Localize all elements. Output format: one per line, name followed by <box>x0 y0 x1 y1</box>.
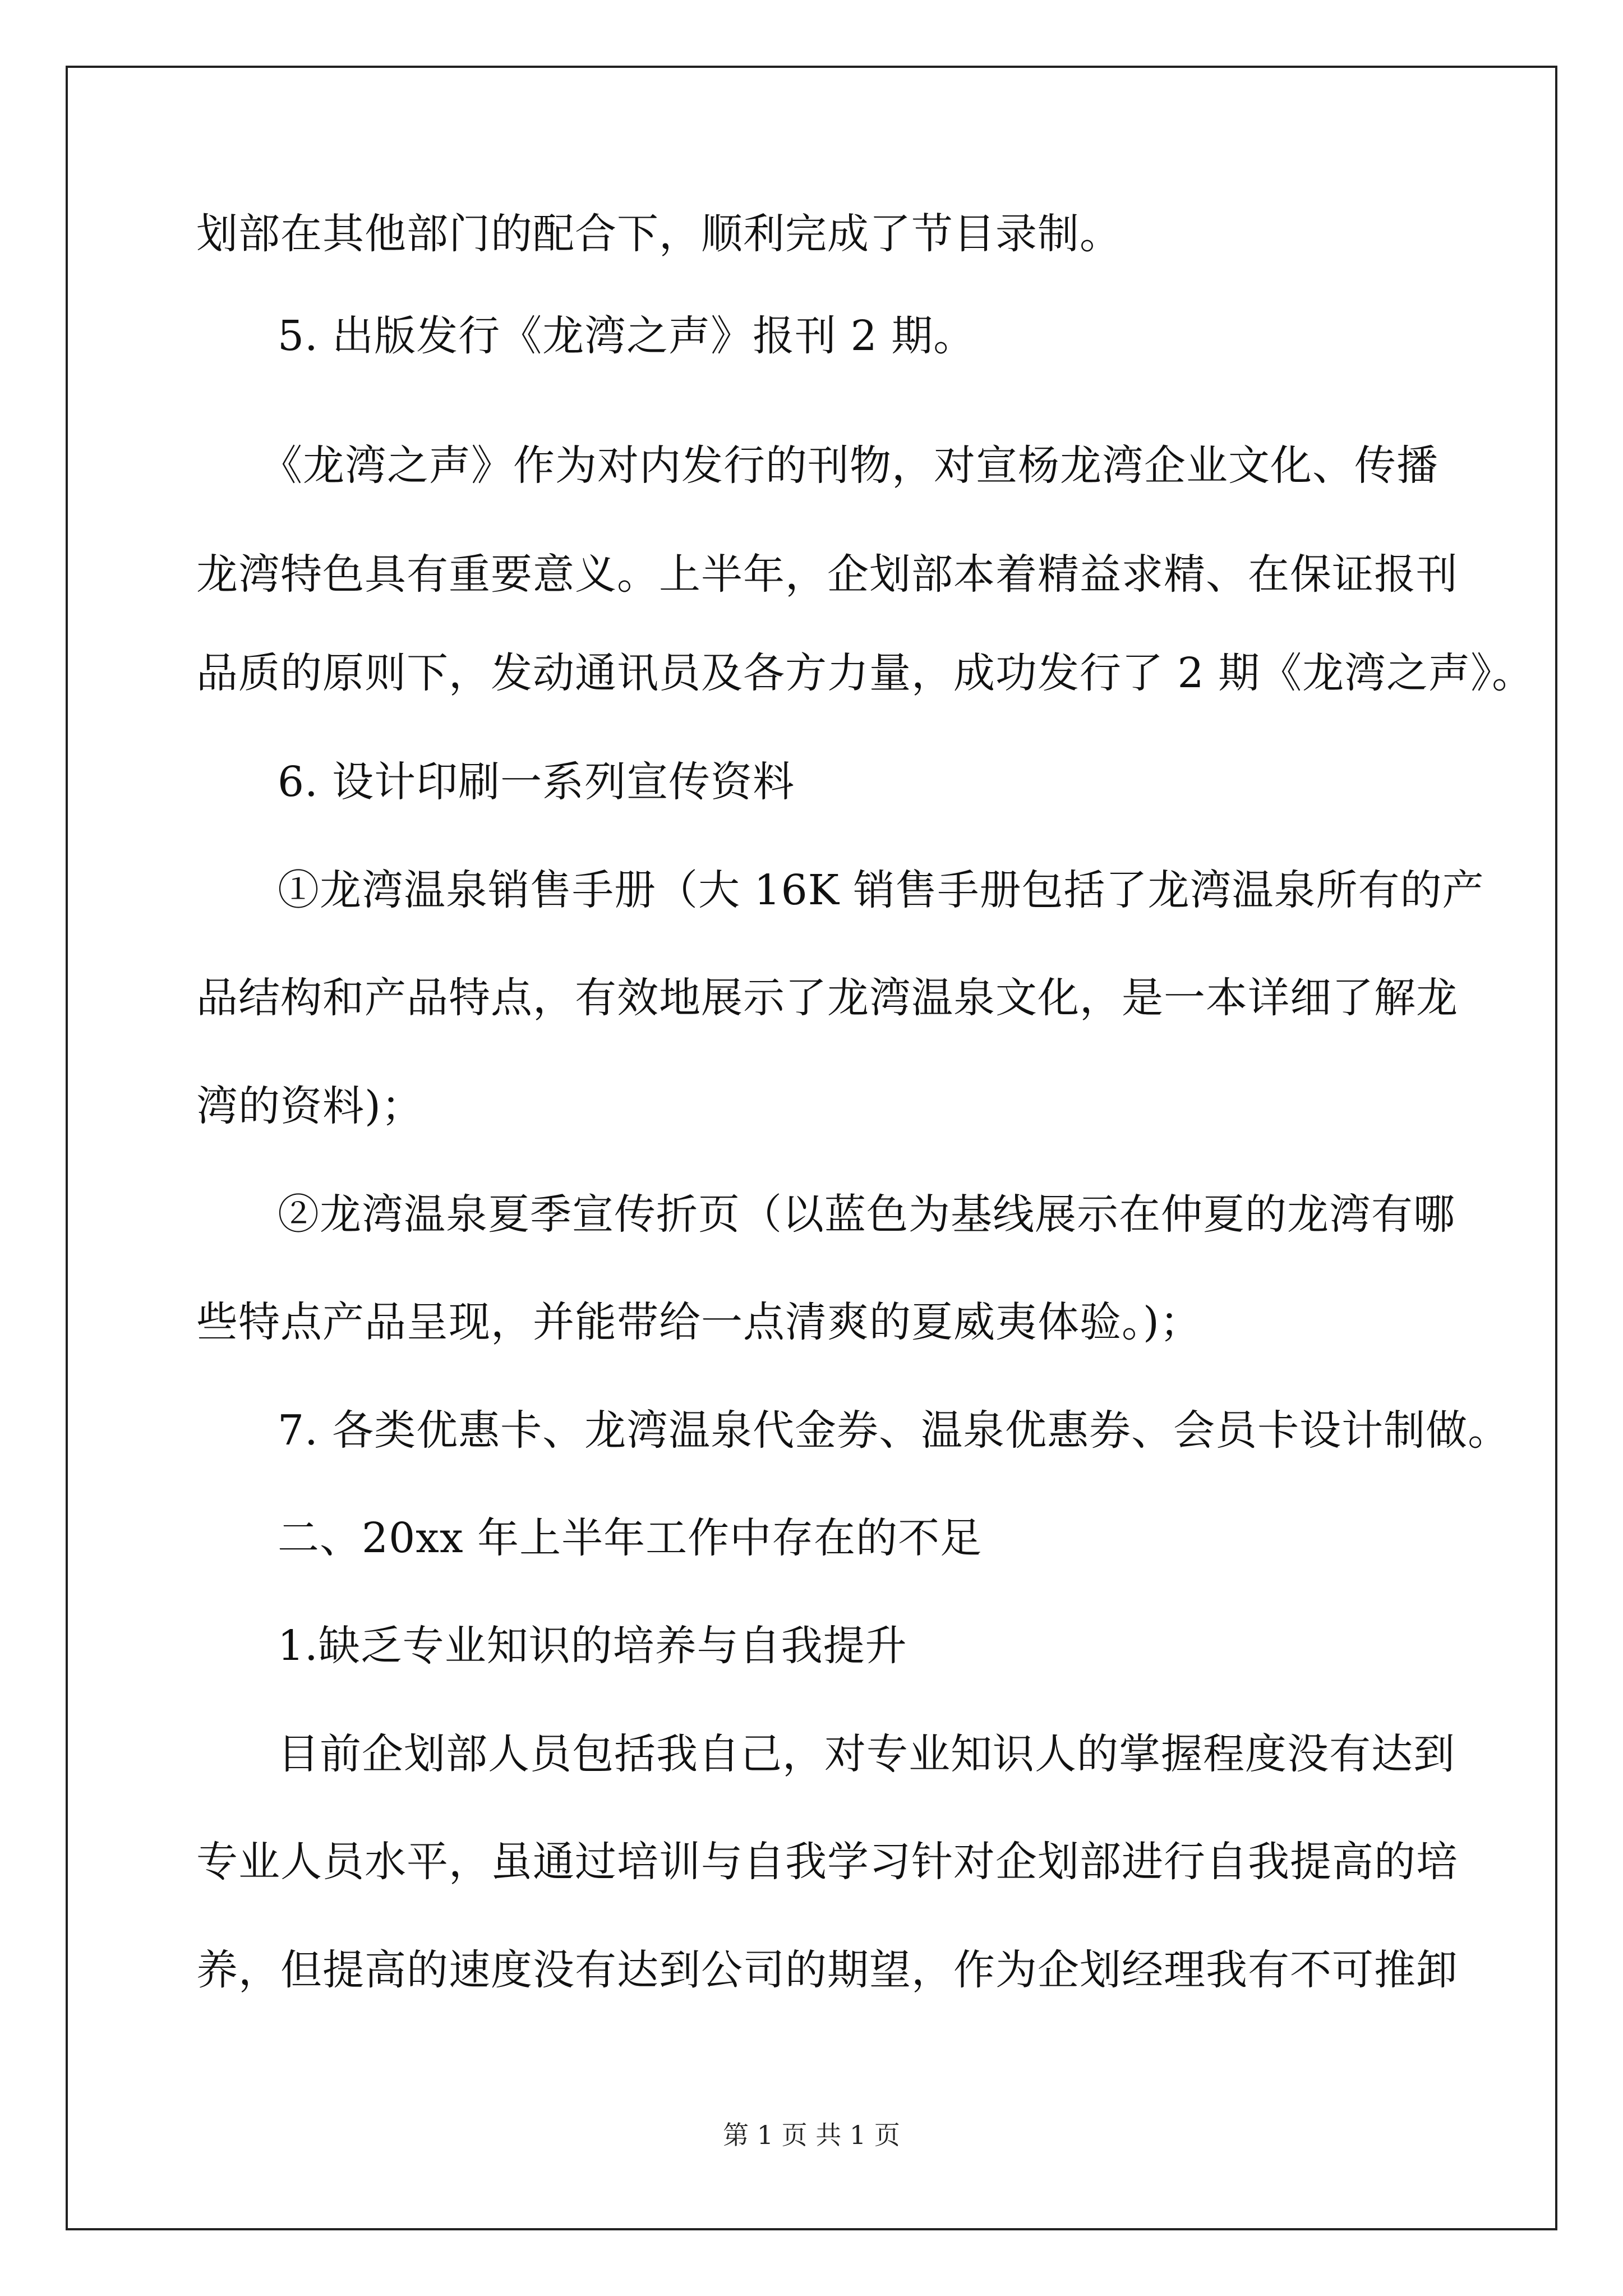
text-line: 划部在其他部门的配合下，顺利完成了节目录制。 <box>196 210 1122 258</box>
text-line: 养，但提高的速度没有达到公司的期望，作为企划经理我有不可推卸 <box>196 1946 1458 1994</box>
page-border <box>66 66 1557 2230</box>
text-line: 目前企划部人员包括我自己，对专业知识人的掌握程度没有达到 <box>278 1730 1455 1778</box>
text-line: 些特点产品呈现，并能带给一点清爽的夏威夷体验。)； <box>196 1298 1202 1346</box>
subsection-heading: 1.缺乏专业知识的培养与自我提升 <box>278 1622 907 1670</box>
text-line: 龙湾特色具有重要意义。上半年，企划部本着精益求精、在保证报刊 <box>196 550 1458 599</box>
text-line: 品质的原则下，发动通讯员及各方力量，成功发行了 2 期《龙湾之声》。 <box>196 649 1534 697</box>
text-line: 《龙湾之声》作为对内发行的刊物，对宣杨龙湾企业文化、传播 <box>261 441 1438 490</box>
text-line: 5. 出版发行《龙湾之声》报刊 2 期。 <box>278 312 976 360</box>
text-line: 6. 设计印刷一系列宣传资料 <box>278 758 795 806</box>
text-line: 品结构和产品特点，有效地展示了龙湾温泉文化，是一本详细了解龙 <box>196 974 1458 1022</box>
text-line: ②龙湾温泉夏季宣传折页（以蓝色为基线展示在仲夏的龙湾有哪 <box>278 1190 1455 1239</box>
section-heading: 二、20xx 年上半年工作中存在的不足 <box>278 1514 983 1562</box>
text-line: ①龙湾温泉销售手册（大 16K 销售手册包括了龙湾温泉所有的产 <box>278 866 1484 914</box>
page-footer: 第 1 页 共 1 页 <box>723 2120 900 2150</box>
text-line: 7. 各类优惠卡、龙湾温泉代金券、温泉优惠券、会员卡设计制做。 <box>278 1406 1510 1455</box>
text-line: 湾的资料)； <box>196 1082 423 1130</box>
text-line: 专业人员水平，虽通过培训与自我学习针对企划部进行自我提高的培 <box>196 1838 1458 1886</box>
